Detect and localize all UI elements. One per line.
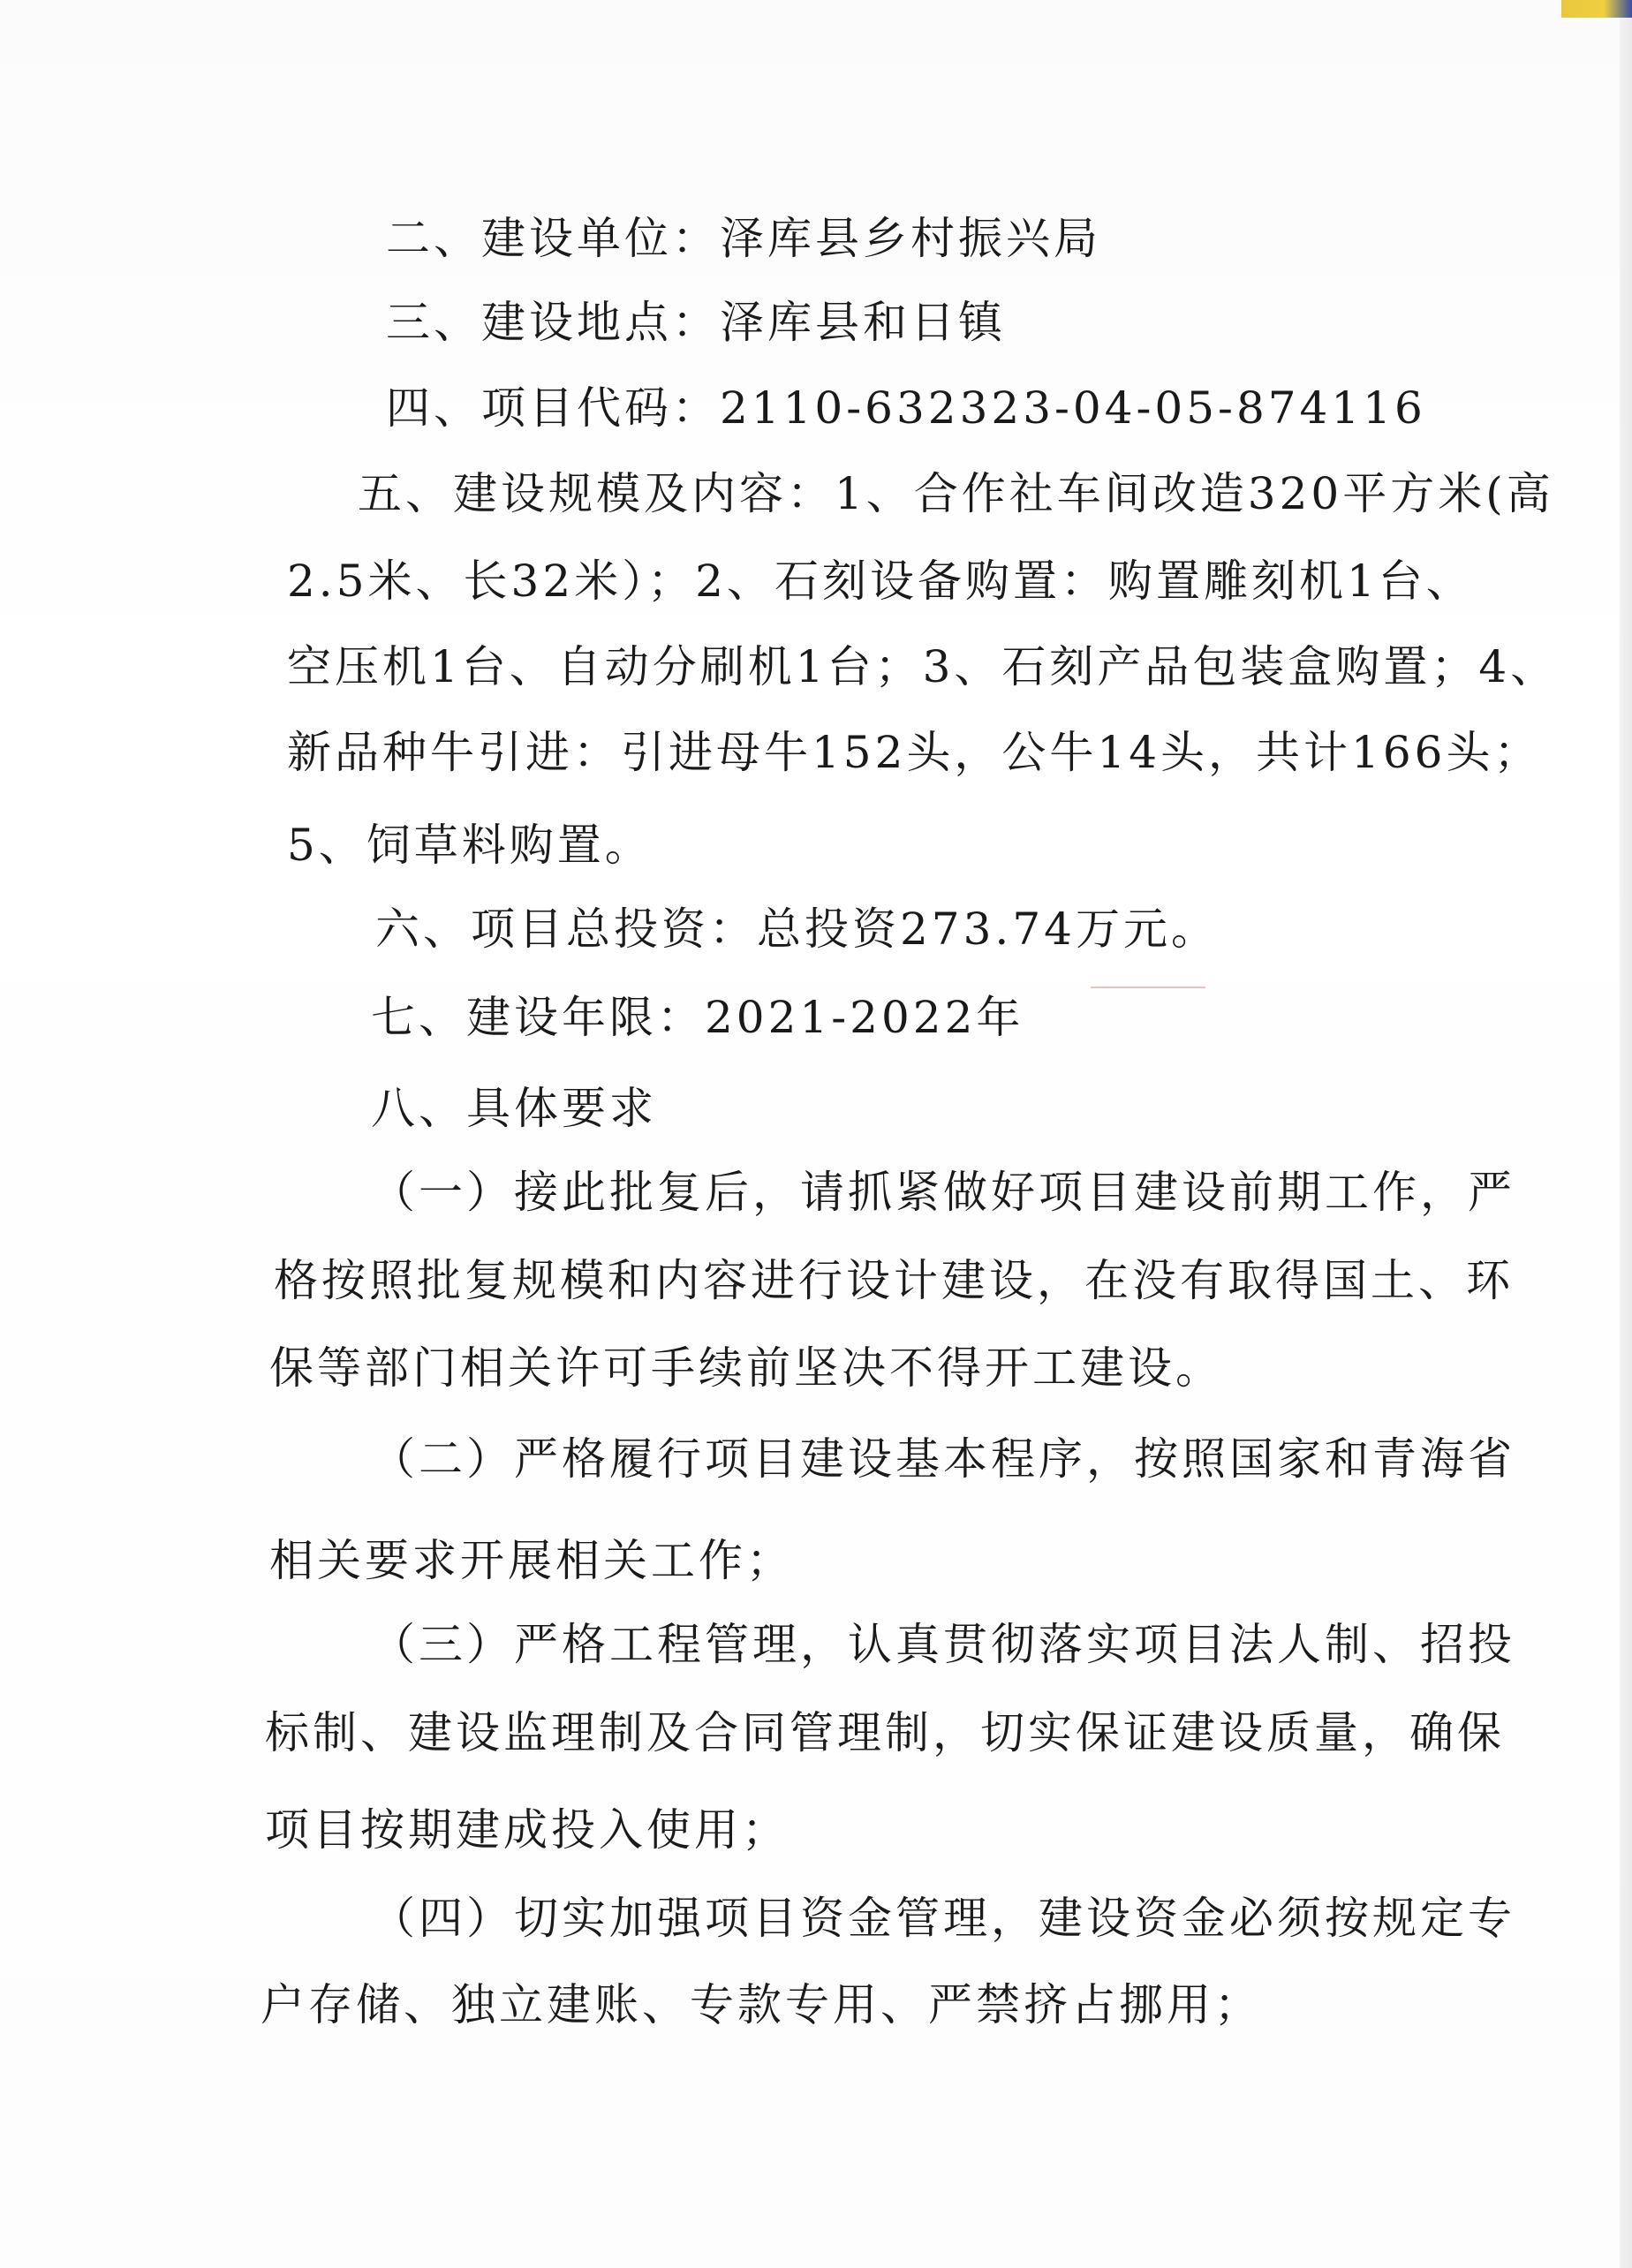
line-scale-content-4: 新品种牛引进：引进母牛152头，公牛14头，共计166头；	[287, 727, 1542, 778]
line-scale-content-2: 2.5米、长32米）；2、石刻设备购置：购置雕刻机1台、	[287, 556, 1474, 607]
line-construction-period: 七、建设年限：2021-2022年	[371, 992, 1024, 1043]
corner-color-strip	[1561, 0, 1632, 18]
line-req1-2: 格按照批复规模和内容进行设计建设，在没有取得国土、环	[274, 1255, 1514, 1306]
faint-red-mark	[1091, 987, 1205, 988]
line-req2-1: （二）严格履行项目建设基本程序，按照国家和青海省	[371, 1433, 1515, 1485]
line-scale-content-1: 五、建设规模及内容：1、合作社车间改造320平方米(高	[358, 468, 1554, 519]
line-project-code: 四、项目代码：2110-632323-04-05-874116	[386, 382, 1426, 434]
page-edge-shadow	[1620, 18, 1632, 2268]
line-total-investment: 六、项目总投资：总投资273.74万元。	[375, 903, 1219, 955]
line-req4-1: （四）切实加强项目资金管理，建设资金必须按规定专	[371, 1893, 1515, 1944]
line-req1-3: 保等部门相关许可手续前坚决不得开工建设。	[269, 1342, 1223, 1394]
line-scale-content-3: 空压机1台、自动分刷机1台；3、石刻产品包装盒购置；4、	[287, 641, 1559, 692]
line-req4-2: 户存储、独立建账、专款专用、严禁挤占挪用；	[261, 1979, 1262, 2030]
line-construction-unit: 二、建设单位：泽库县乡村振兴局	[386, 213, 1101, 264]
line-specific-requirements-heading: 八、具体要求	[371, 1083, 657, 1134]
line-construction-site: 三、建设地点：泽库县和日镇	[386, 297, 1006, 348]
line-req3-2: 标制、建设监理制及合同管理制，切实保证建设质量，确保	[265, 1707, 1505, 1758]
line-req3-3: 项目按期建成投入使用；	[265, 1804, 790, 1856]
line-req2-2: 相关要求开展相关工作；	[269, 1535, 794, 1586]
line-req1-1: （一）接此批复后，请抓紧做好项目建设前期工作，严	[371, 1167, 1515, 1218]
line-req3-1: （三）严格工程管理，认真贯彻落实项目法人制、招投	[371, 1619, 1515, 1670]
line-scale-content-5: 5、饲草料购置。	[287, 820, 653, 871]
